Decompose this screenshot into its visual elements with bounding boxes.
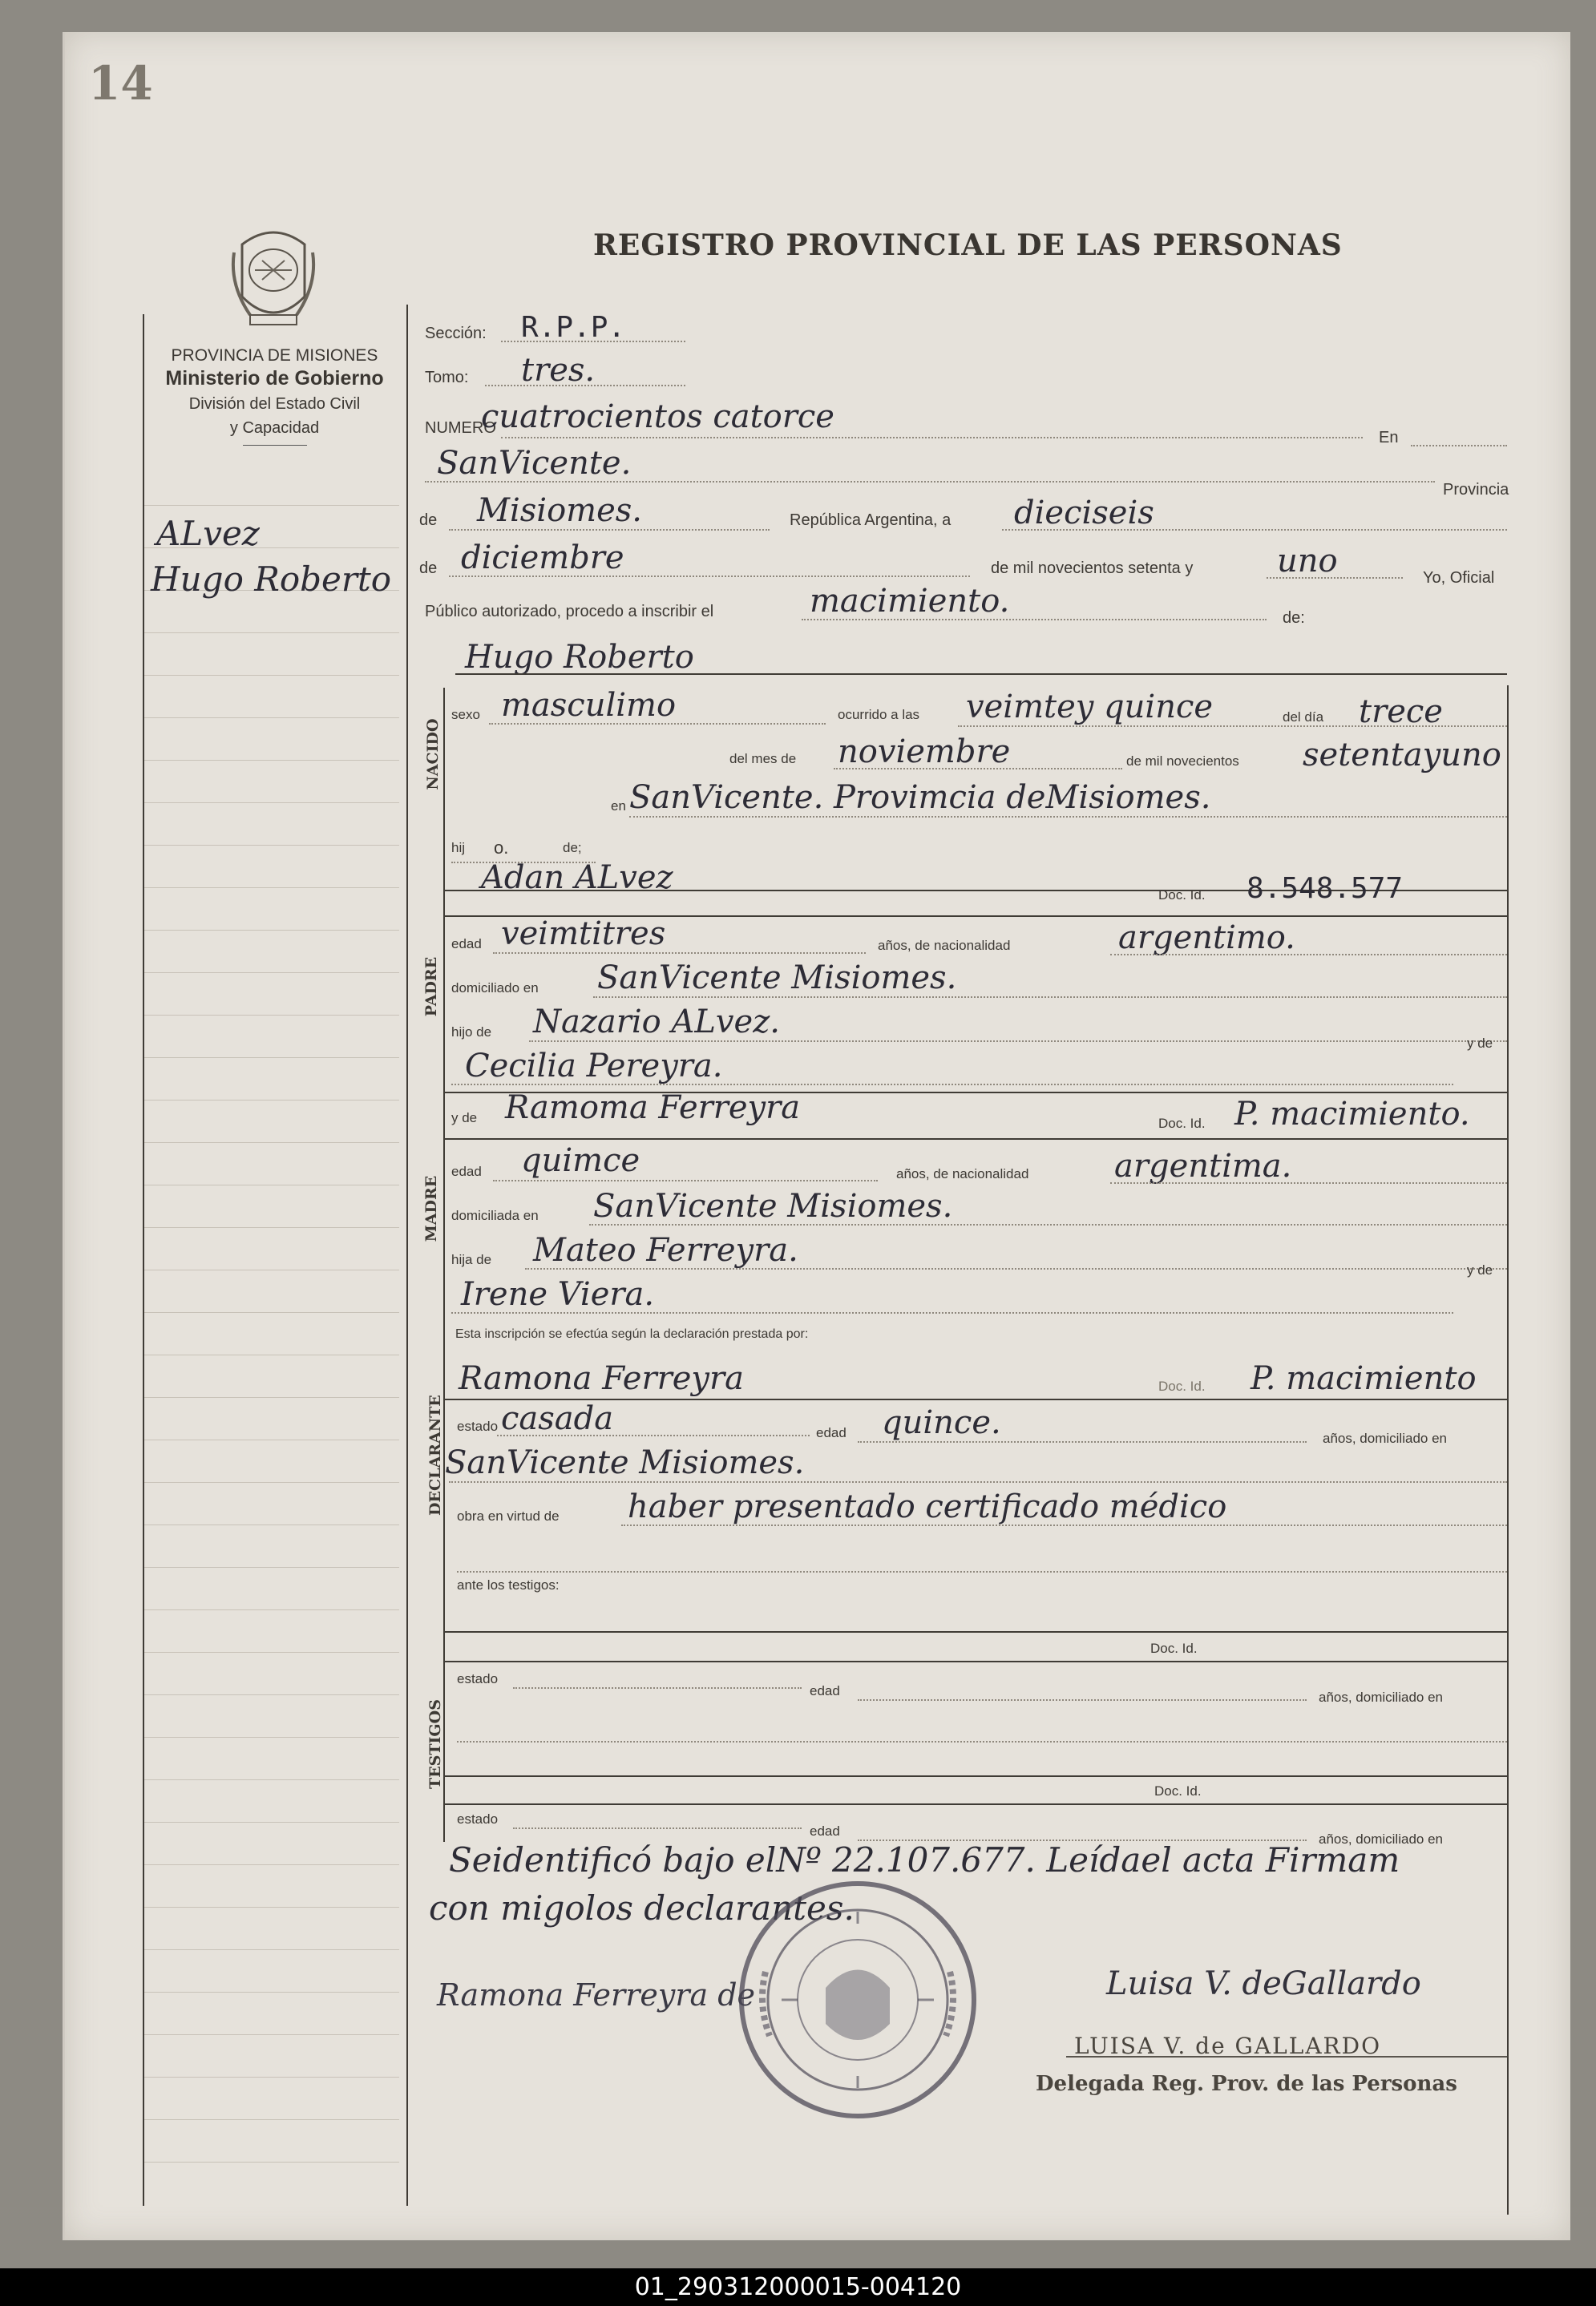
acto-value: macimiento. [810,583,1010,620]
province-label: PROVINCIA DE MISIONES [171,346,378,365]
testigo2-top-rule [443,1775,1507,1777]
testigo2-estado-line [513,1827,802,1829]
coat-of-arms-icon [226,220,321,333]
margin-ruled-line [143,1779,399,1780]
nacido-nombre: Hugo Roberto [465,639,694,676]
abuelo-paterno: Nazario ALvez. [533,1004,780,1040]
yo-oficial-label: Yo, Oficial [1423,569,1495,587]
testigo1-estado-line [513,1687,802,1689]
madre-nacionalidad: argentima. [1114,1148,1292,1185]
official-name: LUISA V. de GALLARDO [1074,2033,1382,2059]
testigo1-edad-line [858,1699,1307,1701]
official-role: Delegada Reg. Prov. de las Personas [1036,2072,1457,2096]
mes-value: diciembre [461,539,624,576]
margin-ruled-line [143,760,399,761]
margin-ruled-line [143,1227,399,1228]
margin-ruled-line [143,2162,399,2163]
provincia-value: Misiomes. [477,492,642,529]
testigo1-rule [443,1661,1507,1662]
margin-ruled-line [143,1992,399,1993]
abuela-mat-line [451,1312,1453,1314]
margin-ruled-line [143,1864,399,1865]
numero-value: cuatrocientos catorce [481,398,834,435]
margin-divider [406,305,408,2206]
en-label: En [1379,429,1399,446]
tomo-value: tres. [521,352,596,389]
document-title: REGISTRO PROVINCIAL DE LAS PERSONAS [593,228,1343,262]
margin-ruled-line [143,2077,399,2078]
official-seal-icon [733,1876,982,2124]
margin-ruled-line [143,1737,399,1738]
declarante-domicilio: SanVicente Misiomes. [445,1444,805,1481]
madre-edad: quimce [521,1142,640,1179]
section-label-divider [443,688,445,1842]
padre-edad: veimtitres [501,915,666,952]
padre-doc-label: Doc. Id. [1158,887,1206,903]
abuelo-pat-line [529,1040,1507,1042]
testigo2-estado-label: estado [457,1811,499,1827]
seccion-label: Sección: [425,325,487,342]
esta-inscripcion-label: Esta inscripción se efectúa según la declaración prestada por: [455,1327,809,1341]
testigo1-edad-label: edad [810,1683,840,1698]
margin-ruled-line [143,1907,399,1908]
padre-nombre: Adan ALvez [481,859,673,896]
hijo-label: hij [451,840,466,855]
padre-hijo-de-label: hijo de [451,1024,492,1040]
margin-ruled-line [143,930,399,931]
firma-oficial: Luisa V. deGallardo [1106,1965,1421,2002]
margin-ruled-line [143,632,399,633]
sexo-line [489,723,826,725]
ministry-rule [243,445,307,446]
margin-ruled-line [143,1567,399,1568]
padre-domicilio-label: domiciliado en [451,980,539,995]
margin-ruled-line [143,887,399,888]
page-number: 14 [88,56,153,111]
testigo2-doc-label: Doc. Id. [1154,1783,1202,1799]
image-id-footer: 01_290312000015-004120 [0,2268,1596,2306]
margin-ruled-line [143,1694,399,1695]
margin-ruled-line [143,675,399,676]
lugar-line [425,481,1435,483]
madre-domicilio-label: domiciliada en [451,1208,539,1223]
lugar-value: SanVicente. [437,445,632,482]
madre-edad-line [493,1180,878,1181]
margin-ruled-line [143,1015,399,1016]
madre-doc-label: Doc. Id. [1158,1116,1206,1131]
declarante-edad: quince. [882,1404,1001,1441]
ministry-label: Ministerio de Gobierno [165,367,384,390]
declarante-edad-line [858,1441,1307,1443]
rep-arg-label: República Argentina, a [790,511,952,529]
de-colon-label: de: [1283,609,1305,627]
en-nac-label: en [611,798,626,814]
margin-ruled-line [143,717,399,718]
testigo1-estado-label: estado [457,1671,499,1686]
madre-y-de-label: y de [451,1110,478,1125]
de-label-2: de [419,559,438,577]
margin-ruled-line [143,845,399,846]
margin-ruled-line [143,1057,399,1058]
testigo1-anos-label: años, domiciliado en [1319,1690,1443,1705]
nacido-section-label: NACIDO [424,718,442,790]
padre-anos-label: años, de nacionalidad [878,938,1011,953]
mil-nov-label: de mil novecientos setenta y [991,559,1194,577]
madre-dom-line [589,1224,1507,1226]
margin-surname: ALvez [156,514,260,553]
capacity-label: y Capacidad [229,419,320,437]
margin-ruled-line [143,2034,399,2035]
provincia-line [449,529,770,531]
madre-section-label: MADRE [422,1175,440,1242]
declarante-estado-label: estado [457,1419,499,1434]
madre-hija-de-label: hija de [451,1252,492,1267]
right-rule [1507,685,1509,2215]
margin-ruled-line [143,1949,399,1950]
testigo2-rule [443,1803,1507,1805]
padre-edad-label: edad [451,936,482,951]
lugar-nac-line [629,816,1507,818]
obra-label: obra en virtud de [457,1508,560,1524]
left-margin-rule [143,314,144,2206]
margin-ruled-line [143,1397,399,1398]
del-mes-label: del mes de [729,751,797,766]
madre-anos-label: años, de nacionalidad [896,1166,1029,1181]
padre-nac-line [1110,954,1507,955]
numero-label: NUMERO [425,419,496,437]
madre-edad-label: edad [451,1164,482,1179]
margin-ruled-line [143,1609,399,1610]
de-semi-label: de; [563,840,582,855]
testigos-top-rule [443,1631,1507,1633]
seccion-value: R.P.P. [521,311,626,344]
abuela-materna: Irene Viera. [461,1276,655,1313]
ocurrido-label: ocurrido a las [838,707,920,722]
abuelo-materno: Mateo Ferreyra. [533,1232,798,1269]
padre-dom-line [593,996,1507,998]
ante-testigos-label: ante los testigos: [457,1577,560,1593]
numero-line [501,437,1363,438]
padre-edad-line [493,952,866,954]
madre-nac-line [1110,1182,1507,1184]
margin-ruled-line [143,1822,399,1823]
madre-doc: P. macimiento. [1234,1096,1470,1133]
margin-ruled-line [143,1312,399,1313]
mes-nacimiento: noviembre [838,733,1011,770]
division-label: División del Estado Civil [188,395,361,413]
ministry-block [140,346,409,446]
declarante-estado: casada [501,1400,614,1437]
madre-name-rule [443,1138,1507,1140]
testigo1-doc-label: Doc. Id. [1150,1641,1198,1656]
declarante-nombre: Ramona Ferreyra [459,1360,744,1397]
seccion-line [501,341,685,342]
declarante-doc-label: Doc. Id. [1158,1379,1206,1394]
hora-value: veimtey quince [966,689,1214,725]
del-dia-label: del día [1283,709,1324,725]
publico-label: Público autorizado, procedo a inscribir el [425,603,714,620]
obra-value: haber presentado certificado médico [628,1488,1227,1525]
dia-line [1002,529,1507,531]
margin-ruled-line [143,1482,399,1483]
dia-nacimiento: trece [1359,693,1443,730]
sexo-value: masculimo [501,687,677,724]
testigo1-dom-line [457,1741,1507,1743]
firma-declarante: Ramona Ferreyra de [437,1977,756,2013]
testigo2-anos-label: años, domiciliado en [1319,1831,1443,1847]
de-label: de [419,511,438,529]
padre-nacionalidad: argentimo. [1118,919,1295,956]
padre-doc: 8.548.577 [1246,872,1404,905]
nota-declarantes: con migolos declarantes. [429,1888,855,1928]
abuelo-mat-line [525,1268,1507,1270]
abuela-paterna: Cecilia Pereyra. [465,1048,723,1084]
mes-nac-line [834,768,1122,769]
anio-value: uno [1277,543,1338,580]
margin-ruled-line [143,1142,399,1143]
sexo-label: sexo [451,707,480,722]
declarante-doc: P. macimiento [1251,1360,1477,1397]
mes-line [449,575,970,577]
declarante-estado-line [497,1435,810,1436]
padre-section-label: PADRE [422,956,440,1017]
anio-line [1267,577,1403,579]
obra-line [621,1525,1507,1526]
testigo2-edad-label: edad [810,1823,840,1839]
abuela-pat-line [451,1084,1453,1085]
acto-line [802,619,1267,620]
margin-given-names: Hugo Roberto [151,559,392,599]
hora-line [958,725,1507,727]
margin-ruled-line [143,505,399,506]
nota-identificacion: Seidentificó bajo elNº 22.107.677. Leídael acta Firmam [449,1840,1400,1880]
tomo-label: Tomo: [425,369,469,386]
padre-y-de-label: y de [1467,1036,1493,1051]
madre-domicilio: SanVicente Misiomes. [593,1188,953,1225]
anio-nacimiento: setentayuno [1303,737,1501,773]
dia-value: dieciseis [1014,495,1154,531]
madre-y-de-label-2: y de [1467,1262,1493,1278]
madre-nombre: Ramoma Ferreyra [505,1089,801,1126]
margin-ruled-line [143,972,399,973]
obra-line-2 [457,1571,1507,1573]
margin-ruled-line [143,802,399,803]
tomo-line [485,385,685,386]
declarante-section-label: DECLARANTE [426,1395,444,1516]
margin-ruled-line [143,1652,399,1653]
lugar-nacimiento: SanVicente. Provimcia deMisiomes. [629,779,1211,816]
en-line [1411,445,1507,446]
declarante-edad-label: edad [816,1425,846,1440]
nacido-top-rule [455,673,1507,675]
provincia-label: Provincia [1443,481,1509,499]
testigos-section-label: TESTIGOS [426,1699,444,1789]
declarante-anos-dom-label: años, domiciliado en [1323,1431,1447,1446]
margin-ruled-line [143,2119,399,2120]
hijo-suffix: o. [494,838,509,858]
declarante-dom-line [449,1481,1507,1483]
mil-nov-nac-label: de mil novecientos [1126,753,1239,769]
padre-domicilio: SanVicente Misiomes. [597,959,957,996]
